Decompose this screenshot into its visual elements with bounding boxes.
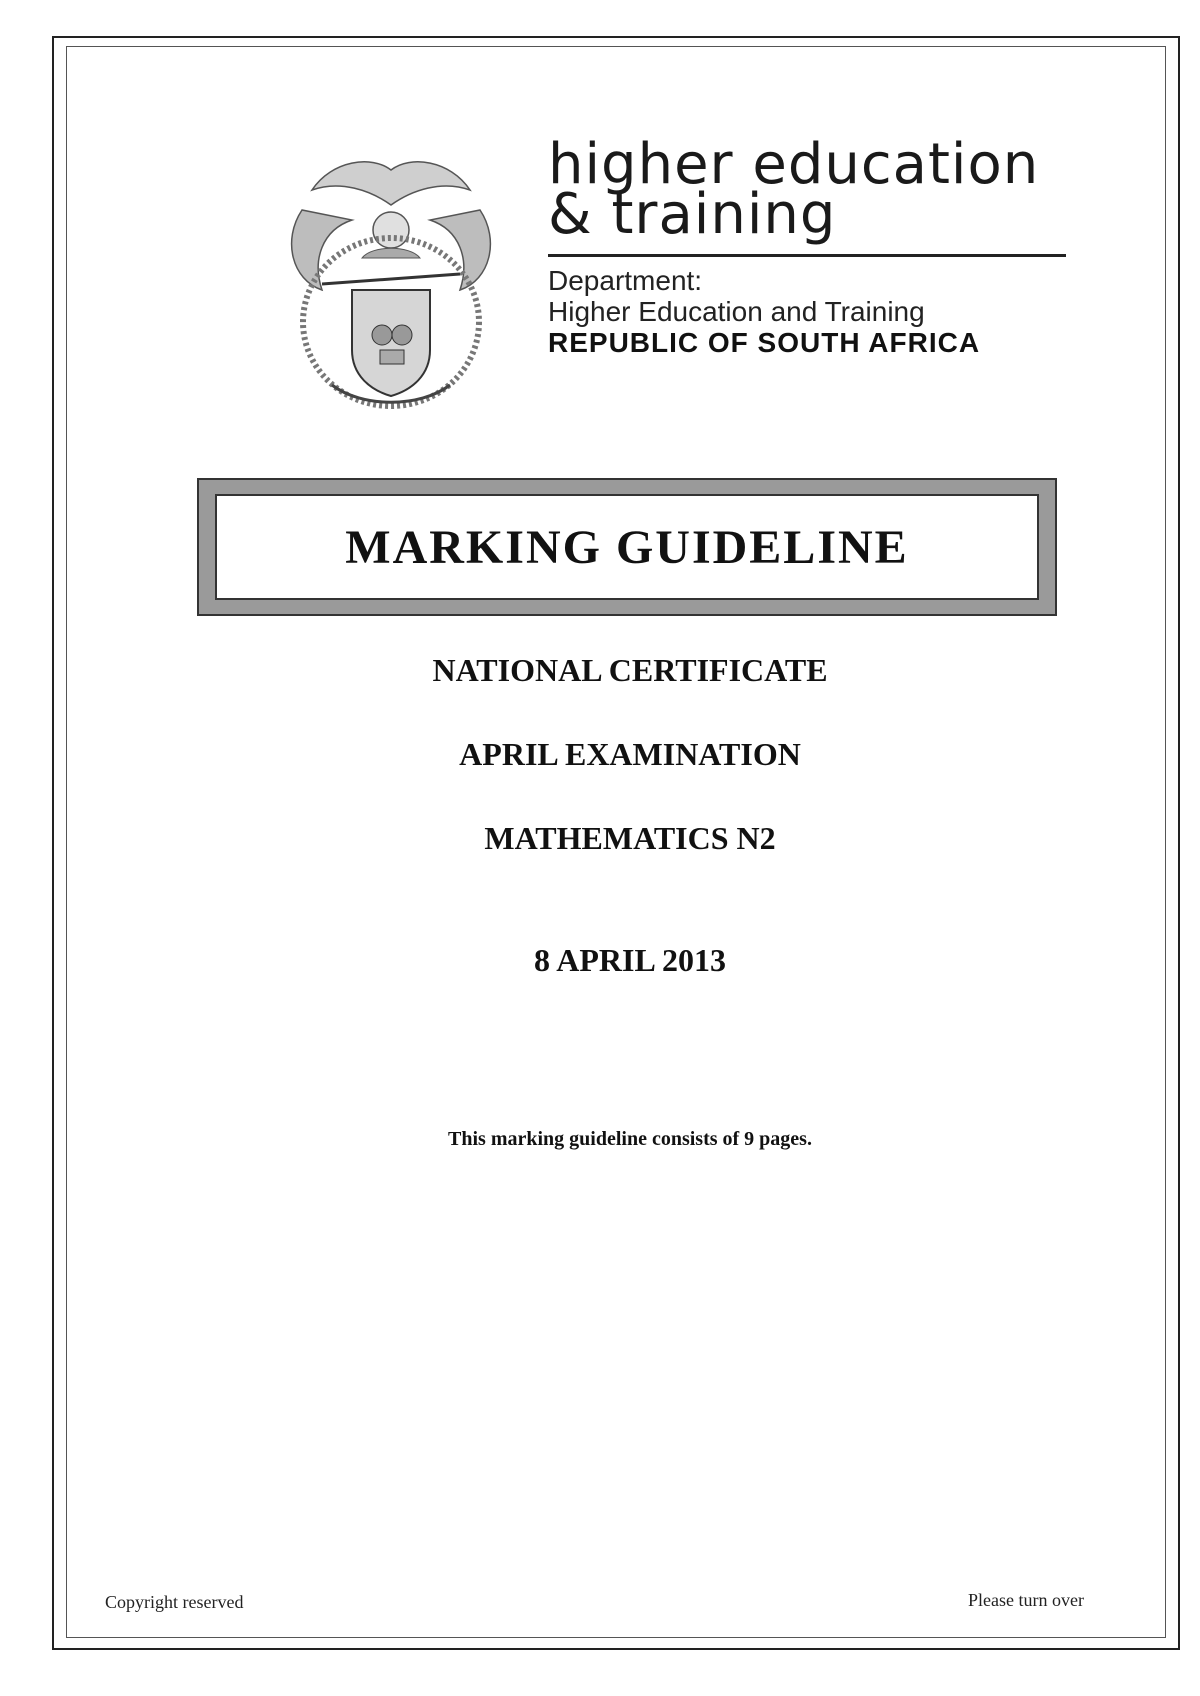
turn-over-notice: Please turn over <box>968 1590 1084 1610</box>
copyright-notice: Copyright reserved <box>105 1592 244 1612</box>
brand-line-1: higher education <box>548 132 1040 197</box>
session-heading: APRIL EXAMINATION <box>459 736 801 772</box>
exam-date: 8 APRIL 2013 <box>533 942 727 978</box>
country-name: REPUBLIC OF SOUTH AFRICA <box>548 327 981 358</box>
document-title: MARKING GUIDELINE <box>345 520 909 574</box>
qualification-heading: NATIONAL CERTIFICATE <box>432 652 828 688</box>
pages-note: This marking guideline consists of 9 pages. <box>448 1128 812 1150</box>
title-frame <box>197 478 1057 616</box>
department-block <box>548 132 1066 358</box>
subject-heading: MATHEMATICS N2 <box>484 820 776 856</box>
department-label: Department: <box>548 265 703 296</box>
department-name: Higher Education and Training <box>548 296 925 327</box>
brand-divider <box>548 254 1066 257</box>
coat-of-arms-icon <box>282 150 500 412</box>
brand-line-2: & training <box>548 182 837 247</box>
title-panel <box>215 494 1039 600</box>
